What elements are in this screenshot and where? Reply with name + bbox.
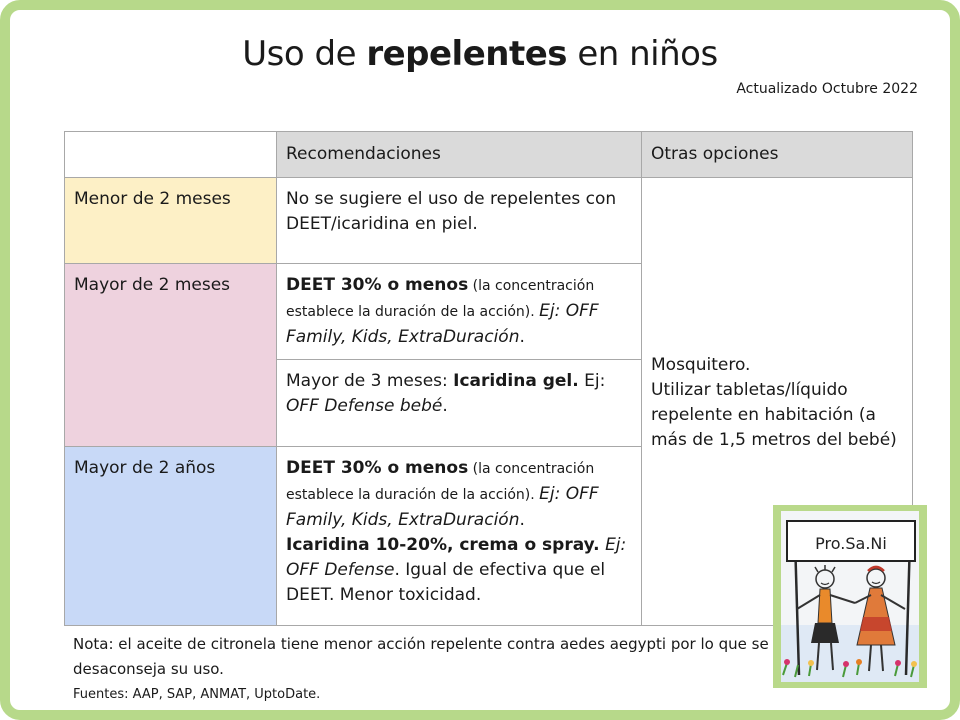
- other-line-2: Utilizar tabletas/líquido repelente en habitación (a más de 1,5 metros del bebé): [651, 380, 897, 450]
- rec-cell-over-3-months-icaridina: Mayor de 3 meses: Icaridina gel. Ej: OFF Defense bebé.: [277, 360, 642, 447]
- rec-cell-over-2-months-deet: DEET 30% o menos (la concentración establece la duración de la acción). Ej: OFF Family, Kids, ExtraDuración.: [277, 264, 642, 360]
- age-cell-under-2-months: Menor de 2 meses: [65, 178, 277, 264]
- header-recomendaciones: Recomendaciones: [277, 132, 642, 178]
- rec-cell-under-2-months: No se sugiere el uso de repelentes con DEET/icaridina en piel.: [277, 178, 642, 264]
- rec-cell-over-2-years: DEET 30% o menos (la concentración establece la duración de la acción). Ej: OFF Family, Kids, ExtraDuración. Icaridina 10-20%, crema o spray. Ej: OFF Defense. Igual de efectiva que el DEET. Menor toxicidad.: [277, 447, 642, 626]
- citronella-note: Nota: el aceite de citronela tiene menor acción repelente contra aedes aegypti por lo que se desaconseja su uso.: [73, 635, 769, 678]
- sources: Fuentes: AAP, SAP, ANMAT, UptoDate.: [73, 687, 321, 702]
- other-line-1: Mosquitero.: [651, 355, 751, 375]
- svg-text:Pro.Sa.Ni: Pro.Sa.Ni: [815, 534, 887, 553]
- prosani-logo: [773, 505, 927, 688]
- age-cell-over-2-months: Mayor de 2 meses: [65, 264, 277, 447]
- updated-date: Actualizado Octubre 2022: [736, 81, 918, 97]
- header-otras-opciones: Otras opciones: [642, 132, 913, 178]
- header-empty-cell: [65, 132, 277, 178]
- age-cell-over-2-years: Mayor de 2 años: [65, 447, 277, 626]
- page-title: Uso de repelentes en niños: [242, 34, 718, 74]
